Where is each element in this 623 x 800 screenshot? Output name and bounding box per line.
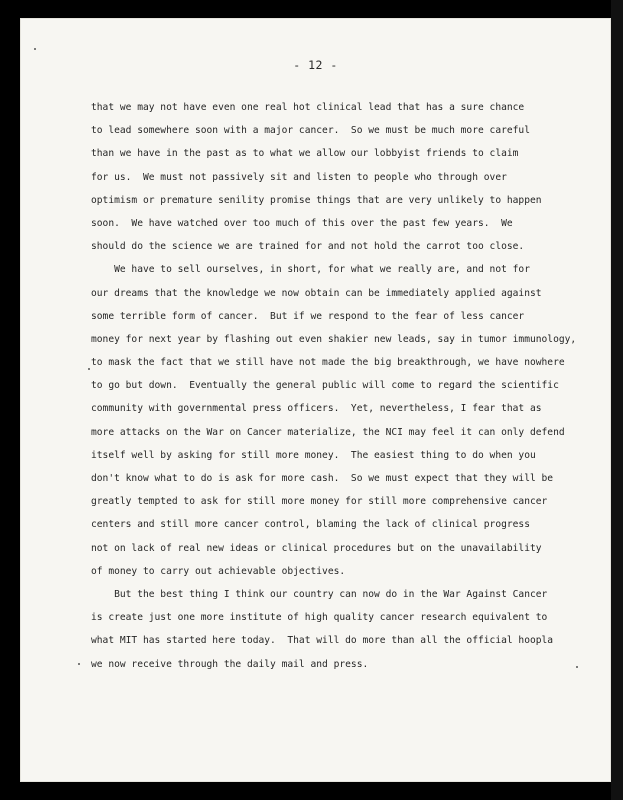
text-line: centers and still more cancer control, blaming the lack of clinical progress [91,519,530,531]
scan-speck [88,368,90,370]
text-line: more attacks on the War on Cancer materialize, the NCI may feel it can only defend [91,426,565,438]
text-line: itself well by asking for still more money. The easiest thing to do when you [91,449,536,461]
text-line: But the best thing I think our country can now do in the War Against Cancer [91,588,548,600]
scan-speck [78,663,80,665]
text-line: that we may not have even one real hot clinical lead that has a sure chance [91,102,525,113]
text-line: soon. We have watched over too much of this over the past few years. We [91,217,513,229]
text-line: to go but down. Eventually the general public will come to regard the scientific [91,380,559,392]
scan-speck [34,48,36,50]
text-line: our dreams that the knowledge we now obtain can be immediately applied against [91,287,542,299]
text-line: to lead somewhere soon with a major cancer. So we must be much more careful [91,125,530,137]
text-line: we now receive through the daily mail and press. [91,658,369,670]
document-page [20,18,611,782]
text-line: greatly tempted to ask for still more money for still more comprehensive cancer [91,496,548,508]
page-number: - 12 - [293,58,338,72]
text-line: optimism or premature senility promise things that are very unlikely to happen [91,194,542,206]
text-line: for us. We must not passively sit and listen to people who through over [91,171,507,183]
scan-speck [576,666,578,668]
scan-edge [611,0,623,800]
text-line: of money to carry out achievable objectives. [91,565,346,577]
text-line: some terrible form of cancer. But if we respond to the fear of less cancer [91,310,525,322]
text-line: to mask the fact that we still have not made the big breakthrough, we have nowhere [91,357,565,369]
text-line: than we have in the past as to what we allow our lobbyist friends to claim [91,148,519,160]
text-line: money for next year by flashing out even shakier new leads, say in tumor immunology, [91,333,577,345]
text-line: We have to sell ourselves, in short, for what we really are, and not for [91,264,530,276]
text-line: what MIT has started here today. That will do more than all the official hoopla [91,635,554,647]
text-line: community with governmental press officers. Yet, nevertheless, I fear that as [91,403,542,415]
text-line: not on lack of real new ideas or clinical procedures but on the unavailability [91,542,542,554]
document-body [91,96,591,676]
text-line: should do the science we are trained for and not hold the carrot too close. [91,241,525,253]
text-line: don't know what to do is ask for more cash. So we must expect that they will be [91,473,554,484]
text-line: is create just one more institute of high quality cancer research equivalent to [91,612,548,624]
